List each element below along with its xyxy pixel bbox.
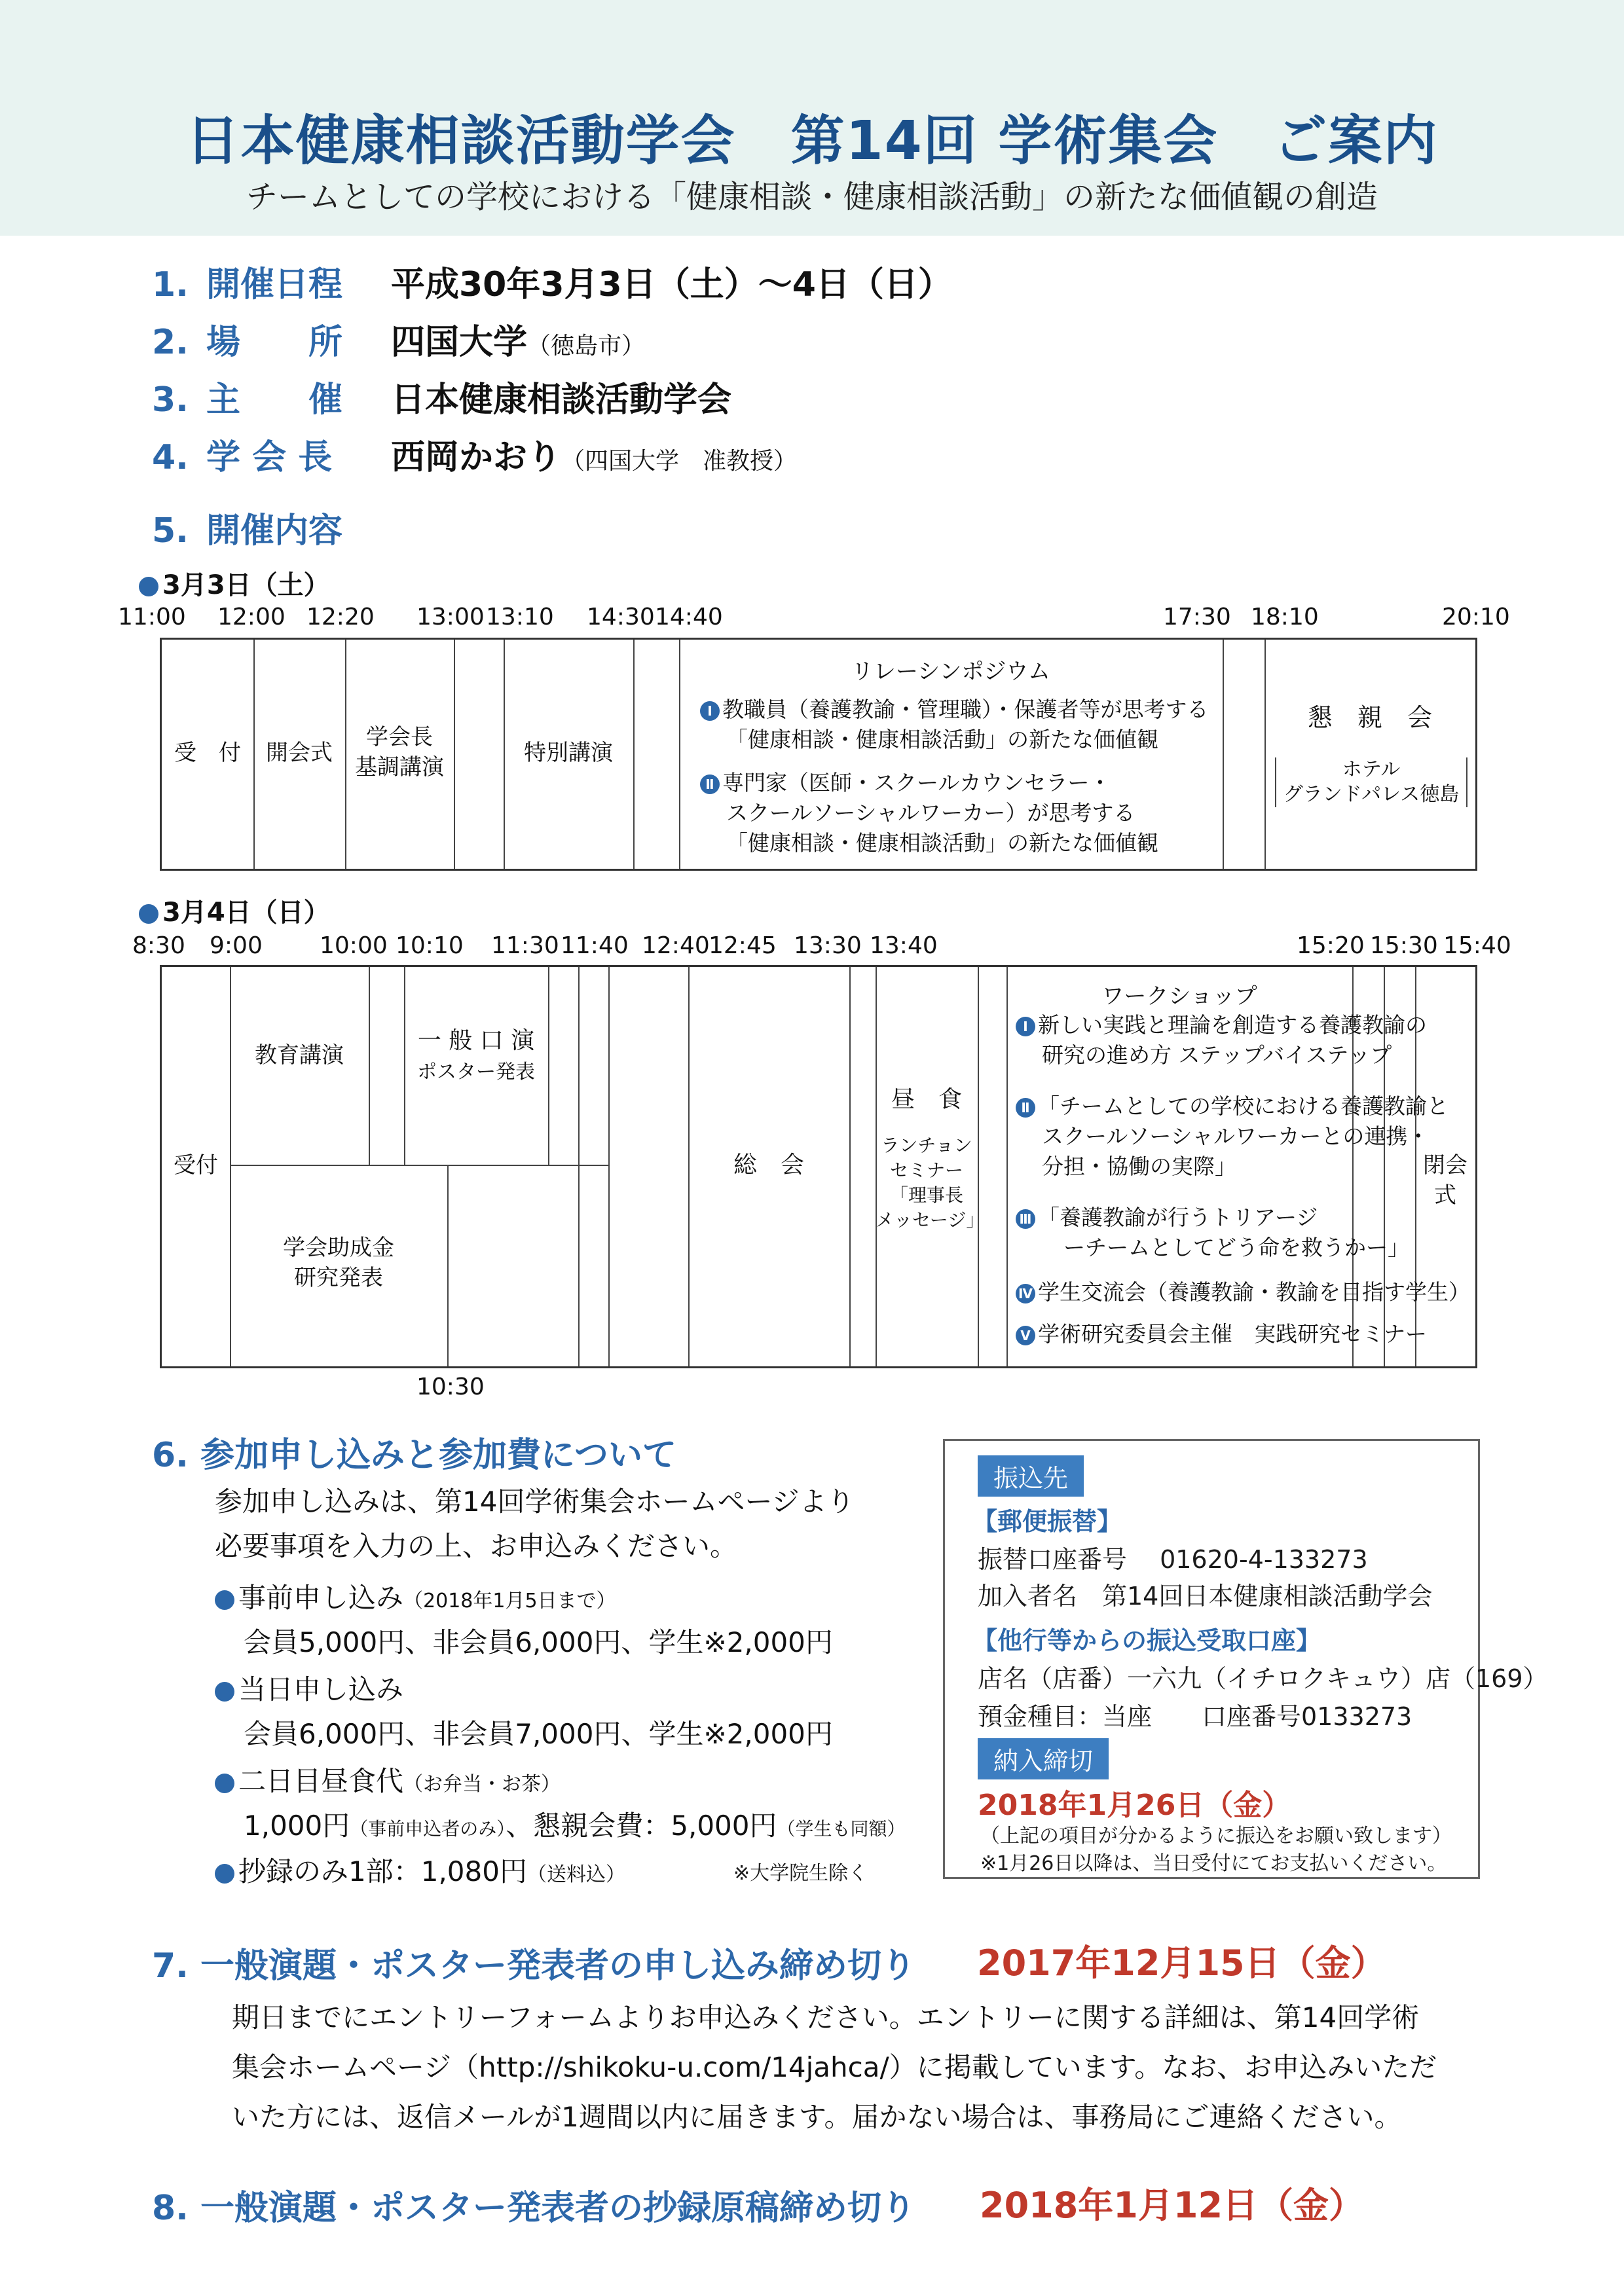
day1-opening: 開会式 <box>266 740 333 766</box>
onsite-registration-fee: 会員6,000円、非会員7,000円、学生※2,000円 <box>244 1718 833 1750</box>
day2-workshop-item: Ⅴ 学術研究委員会主催 実践研究セミナー <box>1016 1319 1427 1349</box>
section7-deadline: 2017年12月15日（金） <box>977 1942 1386 1984</box>
day1-symposium-title: リレーシンポジウム <box>851 659 1051 685</box>
day2-education-lecture: 教育講演 <box>255 1042 344 1068</box>
day1-time: 13:00 <box>416 604 485 630</box>
day2-time: 15:30 <box>1370 932 1438 959</box>
numeral-5-icon: Ⅴ <box>1016 1326 1035 1345</box>
payment-note: （上記の項目が分かるように振込をお願い致します） <box>980 1825 1452 1848</box>
day1-party: 懇 親 会 <box>1307 703 1432 732</box>
day1-time: 14:40 <box>655 604 723 630</box>
day2-heading: 3月4日（日） <box>139 892 330 929</box>
bullet-icon <box>139 904 158 924</box>
day1-schedule-table <box>160 638 1477 871</box>
bank-branch: 店名（店番）一六九（イチロクキュウ）店（169） <box>978 1664 1548 1693</box>
day1-party-venue: ホテル グランドパレス徳島 <box>1275 757 1467 807</box>
bullet-icon <box>215 1682 234 1702</box>
late-payment-note: ※1月26日以降は、当日受付にてお支払いください。 <box>980 1852 1447 1875</box>
payment-info-box <box>943 1439 1548 1879</box>
early-registration-fee: 会員5,000円、非会員6,000円、学生※2,000円 <box>244 1626 833 1658</box>
day2-time: 12:40 <box>642 932 710 959</box>
numeral-4-icon: Ⅳ <box>1016 1284 1035 1303</box>
day2-time: 13:30 <box>794 932 862 959</box>
day2-luncheon-seminar: ランチョン セミナー 「理事長 メッセージ」 <box>876 1135 985 1231</box>
bullet-icon <box>215 1590 234 1610</box>
day2-reception: 受付 <box>174 1152 218 1178</box>
info-item-venue: 2. 場 所 四国大学（徳島市） <box>152 323 646 362</box>
day1-time: 14:30 <box>587 604 655 630</box>
day2-time: 10:10 <box>396 932 464 959</box>
day1-time: 12:20 <box>306 604 375 630</box>
day2-time: 13:40 <box>870 932 938 959</box>
postal-transfer-heading: 【郵便振替】 <box>972 1507 1122 1536</box>
grad-student-note: ※大学院生除く <box>733 1862 868 1885</box>
lunch-and-party-fee: 1,000円（事前申込者のみ）、懇親会費：5,000円（学生も同額） <box>244 1810 906 1842</box>
day2-time: 11:40 <box>561 932 629 959</box>
numeral-3-icon: Ⅲ <box>1016 1209 1035 1229</box>
bank-account-type: 預金種目：当座 口座番号0133273 <box>978 1702 1412 1731</box>
section6-intro: 参加申し込みは、第14回学術集会ホームページより 必要事項を入力の上、お申込みください。 <box>215 1485 855 1562</box>
info-item-program: 5. 開催内容 <box>152 511 343 551</box>
day1-special-lecture: 特別講演 <box>524 740 613 766</box>
day2-time: 8:30 <box>132 932 185 959</box>
day2-workshop-item: Ⅲ 「養護教諭が行うトリアージ ーチームとしてどう命を救うかー」 <box>1016 1203 1409 1263</box>
day2-time: 15:20 <box>1297 932 1365 959</box>
postal-account-holder: 加入者名 第14回日本健康相談活動学会 <box>978 1582 1433 1611</box>
day2-time-1030: 10:30 <box>416 1374 485 1400</box>
day2-schedule-table <box>160 965 1477 1368</box>
day2-time: 11:30 <box>491 932 559 959</box>
section8-heading: 8. 一般演題・ポスター発表者の抄録原稿締め切り <box>152 2189 916 2228</box>
day1-keynote: 学会長 基調講演 <box>355 724 444 780</box>
day2-workshop-title: ワークショップ <box>1101 983 1257 1010</box>
day2-workshop-item: Ⅰ 新しい実践と理論を創造する養護教諭の 研究の進め方 ステップバイステップ <box>1016 1010 1427 1070</box>
day1-time: 20:10 <box>1442 604 1510 630</box>
section6-heading: 6. 参加申し込みと参加費について <box>152 1436 676 1475</box>
numeral-1-icon: Ⅰ <box>700 701 720 721</box>
numeral-1-icon: Ⅰ <box>1016 1017 1035 1036</box>
day1-symposium-item1: Ⅰ 教職員（養護教諭・管理職）・保護者等が思考する 「健康相談・健康相談活動」の新たな価値観 <box>700 695 1209 755</box>
day2-general-presentation: 一 般 口 演 <box>417 1027 535 1054</box>
payment-deadline: 2018年1月26日（金） <box>978 1789 1291 1822</box>
day1-heading: 3月3日（土） <box>139 564 330 602</box>
day2-workshop-item: Ⅱ 「チームとしての学校における養護教諭と スクールソーシャルワーカーとの連携・ 分担・協働の実際」 <box>1016 1091 1449 1182</box>
postal-account-number: 振替口座番号 01620-4-133273 <box>978 1545 1368 1574</box>
day1-time: 13:10 <box>486 604 554 630</box>
lunch-fee-label: 二日目昼食代（お弁当・お茶） <box>215 1760 561 1799</box>
early-registration-label: 事前申し込み（2018年1月5日まで） <box>215 1576 616 1616</box>
day1-symposium-item2: Ⅱ 専門家（医師・スクールカウンセラー・ スクールソーシャルワーカー）が思考する 「健康相談・健康相談活動」の新たな価値観 <box>700 768 1158 858</box>
numeral-2-icon: Ⅱ <box>1016 1098 1035 1118</box>
info-item-host: 3. 主 催 日本健康相談活動学会 <box>152 380 732 420</box>
transfer-badge: 振込先 <box>978 1455 1084 1497</box>
info-item-date: 1. 開催日程 平成30年3月3日（土）～4日（日） <box>152 265 952 304</box>
day1-time: 17:30 <box>1163 604 1231 630</box>
day2-general-assembly: 総 会 <box>733 1152 804 1178</box>
bullet-icon <box>215 1774 234 1793</box>
info-item-president: 4. 学 会 長 西岡かおり（四国大学 准教授） <box>152 438 798 477</box>
day1-reception: 受 付 <box>174 740 241 766</box>
day2-workshop-item: Ⅳ 学生交流会（養護教諭・教諭を目指す学生） <box>1016 1277 1470 1307</box>
day2-poster: ポスター発表 <box>417 1061 535 1084</box>
day2-time: 15:40 <box>1443 932 1511 959</box>
day2-time: 9:00 <box>210 932 263 959</box>
section7-heading: 7. 一般演題・ポスター発表者の申し込み締め切り <box>152 1946 916 1986</box>
day1-time: 12:00 <box>217 604 286 630</box>
bullet-icon <box>139 577 158 596</box>
day1-time: 11:00 <box>118 604 186 630</box>
day2-time: 10:00 <box>320 932 388 959</box>
bullet-icon <box>215 1864 234 1884</box>
page-title: 日本健康相談活動学会 第14回 学術集会 ご案内 <box>185 110 1439 172</box>
section8-deadline: 2018年1月12日（金） <box>980 2185 1365 2226</box>
day2-grant-research: 学会助成金 研究発表 <box>283 1235 394 1291</box>
day2-lunch: 昼 食 <box>891 1086 962 1113</box>
deadline-badge: 納入締切 <box>978 1738 1109 1779</box>
section7-body: 期日までにエントリーフォームよりお申込みください。エントリーに関する詳細は、第14回学術 集会ホームページ（http://shikoku-u.com/14jahca/）に掲載しています。なお、お申込みいただ いた方には、返信メールが1週間以内に届きます。届かない場合は、事務局にご連絡ください。 <box>232 2001 1437 2133</box>
day2-closing: 閉会式 <box>1423 1152 1467 1209</box>
onsite-registration-label: 当日申し込み <box>215 1668 403 1707</box>
day1-time: 18:10 <box>1251 604 1319 630</box>
page-subtitle: チームとしての学校における「健康相談・健康相談活動」の新たな価値観の創造 <box>246 179 1378 215</box>
abstract-fee: 抄録のみ1部：1,080円（送料込） <box>215 1850 625 1889</box>
numeral-2-icon: Ⅱ <box>700 774 720 794</box>
day2-time: 12:45 <box>709 932 777 959</box>
bank-transfer-heading: 【他行等からの振込受取口座】 <box>972 1626 1321 1655</box>
